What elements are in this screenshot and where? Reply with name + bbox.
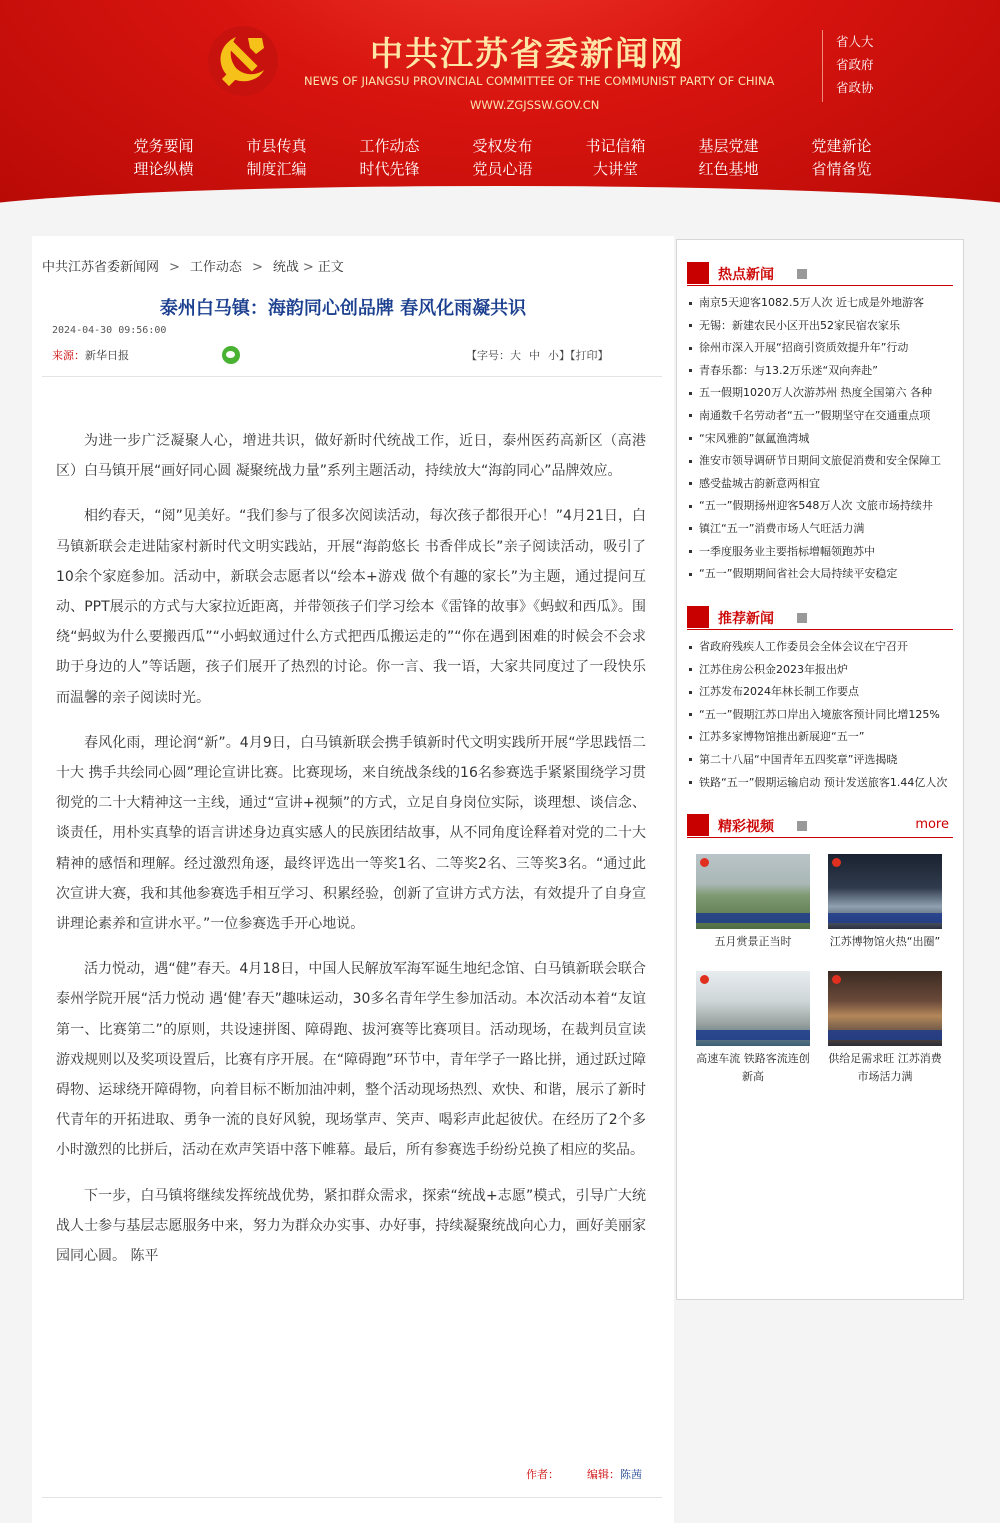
recommended-news-header [687,606,953,630]
square-icon [797,269,807,279]
video-item[interactable] [827,971,943,1086]
source-name: 新华日报 [85,349,129,362]
recommended-news-list [689,636,959,794]
bullet-icon [689,324,692,327]
section-marker-icon [687,262,709,284]
channel-logo-icon [832,975,841,984]
bullet-icon [689,369,692,372]
font-size-tools [466,347,617,363]
chevron-right-icon: > [302,260,314,275]
divider [42,376,662,377]
nav-item[interactable]: 制度汇编 [246,160,307,178]
list-item[interactable]: 无锡：新建农民小区开出52家民宿农家乐 [689,315,959,338]
caption-band [828,1030,942,1040]
wechat-share-icon[interactable] [222,346,240,364]
nav-item[interactable]: 红色基地 [698,160,759,178]
chevron-right-icon: > [169,260,180,275]
editor-name: 陈茜 [620,1468,642,1481]
list-item[interactable]: “宋风雅韵”氤氲渔湾城 [689,428,959,451]
caption-band [828,913,942,923]
article-body [56,426,646,1286]
bullet-icon [689,646,692,649]
breadcrumb-united-front[interactable]: 统战 [272,260,299,275]
video-item[interactable] [695,971,811,1086]
video-header [687,814,953,838]
site-title: 中共江苏省委新闻网 [370,34,685,73]
nav-item[interactable]: 党务要闻 [133,137,194,155]
bullet-icon [689,482,692,485]
video-thumbnail[interactable] [696,971,810,1046]
bullet-icon [689,302,692,305]
channel-logo-icon [700,858,709,867]
bullet-icon [689,437,692,440]
main-navigation [107,135,907,181]
section-marker-icon [687,606,709,628]
list-item[interactable]: “五一”假期期间省社会大局持续平安稳定 [689,563,959,586]
nav-item[interactable]: 书记信箱 [585,137,646,155]
section-marker-icon [687,814,709,836]
bullet-icon [689,781,692,784]
article-panel [32,236,674,1523]
chevron-right-icon: > [251,260,263,275]
list-item[interactable]: 淮安市领导调研节日期间文旅促消费和安全保障工 [689,450,959,473]
bullet-icon [689,668,692,671]
nav-item[interactable]: 理论纵横 [133,160,194,178]
link-provincial-cppcc[interactable]: 省政协 [836,80,874,95]
nav-item[interactable]: 省情备览 [811,160,872,178]
bullet-icon [689,691,692,694]
list-item[interactable]: 南京5天迎客1082.5万人次 近七成是外地游客 [689,292,959,315]
video-caption[interactable]: 高速车流 铁路客流连创新高 [696,1052,810,1083]
list-item[interactable]: 铁路“五一”假期运输启动 预计发送旅客1.44亿人次 [689,772,959,795]
bullet-icon [689,392,692,395]
bullet-icon [689,460,692,463]
link-provincial-congress[interactable]: 省人大 [836,34,874,49]
hot-news-list [689,292,959,586]
article-paragraph: 下一步，白马镇将继续发挥统战优势，紧扣群众需求，探索“统战+志愿”模式，引导广大统战人士参与基层志愿服务中来，努力为群众办实事、办好事，持续凝聚统战向心力，画好美丽家园同心圆。 陈平 [56,1187,646,1265]
bullet-icon [689,758,692,761]
nav-item[interactable]: 大讲堂 [592,160,638,178]
breadcrumb-work-news[interactable]: 工作动态 [189,260,242,275]
divider [42,1497,662,1498]
video-title: 精彩视频 [718,819,774,835]
header-wave-divider [0,186,1000,215]
author-label: 作者： [526,1468,559,1481]
breadcrumb-home[interactable]: 中共江苏省委新闻网 [42,260,160,275]
list-item[interactable]: 第二十八届“中国青年五四奖章”评选揭晓 [689,749,959,772]
video-item[interactable] [827,854,943,951]
video-caption[interactable]: 供给足需求旺 江苏消费市场活力满 [828,1052,942,1083]
list-item[interactable]: 南通数千名劳动者“五一”假期坚守在交通重点项 [689,405,959,428]
site-header [0,0,1000,215]
font-size-large-button[interactable]: 【字号：大 [466,349,521,362]
nav-item[interactable]: 党员心语 [472,160,533,178]
article-paragraph: 相约春天，“阅”见美好。“我们参与了很多次阅读活动，每次孩子都很开心！”4月21日，白马镇新联会走进陆家村新时代文明实践站，开展“海韵悠长 书香伴成长”亲子阅读活动，吸引了10余个家庭参加。活动中，新联会志愿者以“绘本+游戏 做个有趣的家长”为主题，通过提问互动、PPT展示的方式与大家拉近距离，并带领孩子们学习绘本《雷锋的故事》《蚂蚁和西瓜》。围绕“蚂蚁为什么要搬西瓜”“小蚂蚁通过什么方式把西瓜搬运走的”“你在遇到困难的时候会不会求助于身边的人”等话题，孩子们展开了热烈的讨论。你一言、我一语，大家共同度过了一段快乐而温馨的亲子阅读时光。 [56,508,646,706]
bullet-icon [689,505,692,508]
article-paragraph: 活力悦动，遇“健”春天。4月18日，中国人民解放军海军诞生地纪念馆、白马镇新联会联合泰州学院开展“活力悦动 遇‘健’春天”趣味运动，30多名青年学生参加活动。本次活动本着“友谊第一、比赛第二”的原则，共设速拼图、障碍跑、拔河赛等比赛项目。活动现场，在裁判员宣读游戏规则以及奖项设置后，比赛有序开展。在“障碍跑”环节中，青年学子一路比拼，通过跃过障碍物、运球绕开障碍物，向着目标不断加油冲刺，整个活动现场热烈、欢快、和谐，展示了新时代青年的开拓进取、勇争一流的良好风貌，现场掌声、笑声、喝彩声此起彼伏。在经历了2个多小时激烈的比拼后，活动在欢声笑语中落下帷幕。最后，所有参赛选手纷纷兑换了相应的奖品。 [56,961,646,1159]
video-thumbnail[interactable] [828,854,942,929]
author-line [526,1466,642,1482]
hot-news-title: 热点新闻 [718,267,774,283]
article-source [52,347,129,363]
breadcrumb [42,256,344,275]
party-emblem-icon [206,24,280,98]
article-title: 泰州白马镇：海韵同心创品牌 春风化雨凝共识 [159,298,527,319]
recommended-news-title: 推荐新闻 [718,611,774,627]
sidebar [676,239,964,1300]
video-caption[interactable]: 五月赏景正当时 [714,935,792,948]
list-item[interactable]: “五一”假期扬州迎客548万人次 文旅市场持续井 [689,495,959,518]
caption-band [696,913,810,923]
nav-item[interactable]: 受权发布 [472,137,533,155]
editor-label: 编辑： [587,1468,620,1481]
list-item[interactable]: 徐州市深入开展“招商引资质效提升年”行动 [689,337,959,360]
caption-band [696,1030,810,1040]
list-item[interactable]: 江苏住房公积金2023年报出炉 [689,659,959,682]
list-item[interactable]: “五一”假期江苏口岸出入境旅客预计同比增125% [689,704,959,727]
government-links [836,30,874,99]
site-subtitle: NEWS OF JIANGSU PROVINCIAL COMMITTEE OF THE COMMUNIST PARTY OF CHINA [304,74,775,88]
publish-date: 2024-04-30 09:56:00 [52,325,167,336]
video-thumbnail[interactable] [828,971,942,1046]
bullet-icon [689,414,692,417]
list-item[interactable]: 五一假期1020万人次游苏州 热度全国第六 各种 [689,382,959,405]
bullet-icon [689,713,692,716]
list-item[interactable]: 江苏发布2024年林长制工作要点 [689,681,959,704]
nav-item[interactable]: 党建新论 [811,137,872,155]
bullet-icon [689,347,692,350]
article-paragraph: 春风化雨，理论润“新”。4月9日，白马镇新联会携手镇新时代文明实践所开展“学思践悟二十大 携手共绘同心圆”理论宣讲比赛。比赛现场，来自统战条线的16名参赛选手紧紧围绕学习贯彻党的二十大精神这一主线，通过“宣讲+视频”的方式，立足自身岗位实际，谈理想、谈信念、谈责任，用朴实真挚的语言讲述身边真实感人的民族团结故事，从不同角度诠释着对党的二十大精神的感悟和理解。经过激烈角逐，最终评选出一等奖1名、二等奖2名、三等奖3名。“通过此次宣讲大赛，我和其他参赛选手相互学习、积累经验，创新了宣讲方式方法，有效提升了自身宣讲理论素养和宣讲水平。”一位参赛选手开心地说。 [56,734,646,933]
list-item[interactable]: 感受盐城古韵新意两相宜 [689,473,959,496]
hot-news-header [687,262,953,286]
channel-logo-icon [700,975,709,984]
list-item[interactable]: 青春乐都：与13.2万乐迷“双向奔赴” [689,360,959,383]
square-icon [797,613,807,623]
font-size-small-print-button[interactable]: 小】【打印】 [548,349,609,362]
video-thumbnail[interactable] [696,854,810,929]
video-caption[interactable]: 江苏博物馆火热“出圈” [829,935,941,948]
list-item[interactable]: 镇江“五一”消费市场人气旺活力满 [689,518,959,541]
list-item[interactable]: 省政府残疾人工作委员会全体会议在宁召开 [689,636,959,659]
bullet-icon [689,736,692,739]
more-videos-link[interactable]: more [915,817,949,832]
list-item[interactable]: 一季度服务业主要指标增幅领跑苏中 [689,541,959,564]
article-paragraph: 为进一步广泛凝聚人心，增进共识，做好新时代统战工作，近日，泰州医药高新区（高港区）白马镇开展“画好同心圆 凝聚统战力量”系列主题活动，持续放大“海韵同心”品牌效应。 [56,433,646,480]
list-item[interactable]: 江苏多家博物馆推出新展迎“五一” [689,726,959,749]
source-label: 来源： [52,349,85,362]
channel-logo-icon [832,858,841,867]
link-provincial-government[interactable]: 省政府 [836,57,874,72]
breadcrumb-current: 正文 [317,260,344,275]
nav-item[interactable]: 基层党建 [698,137,759,155]
bullet-icon [689,527,692,530]
nav-item[interactable]: 时代先锋 [359,160,420,178]
site-url: WWW.ZGJSSW.GOV.CN [470,98,600,112]
nav-item[interactable]: 市县传真 [246,137,307,155]
bullet-icon [689,573,692,576]
nav-item[interactable]: 工作动态 [359,137,420,155]
square-icon [797,821,807,831]
video-item[interactable] [695,854,811,951]
bullet-icon [689,550,692,553]
font-size-medium-button[interactable]: 中 [529,349,540,362]
